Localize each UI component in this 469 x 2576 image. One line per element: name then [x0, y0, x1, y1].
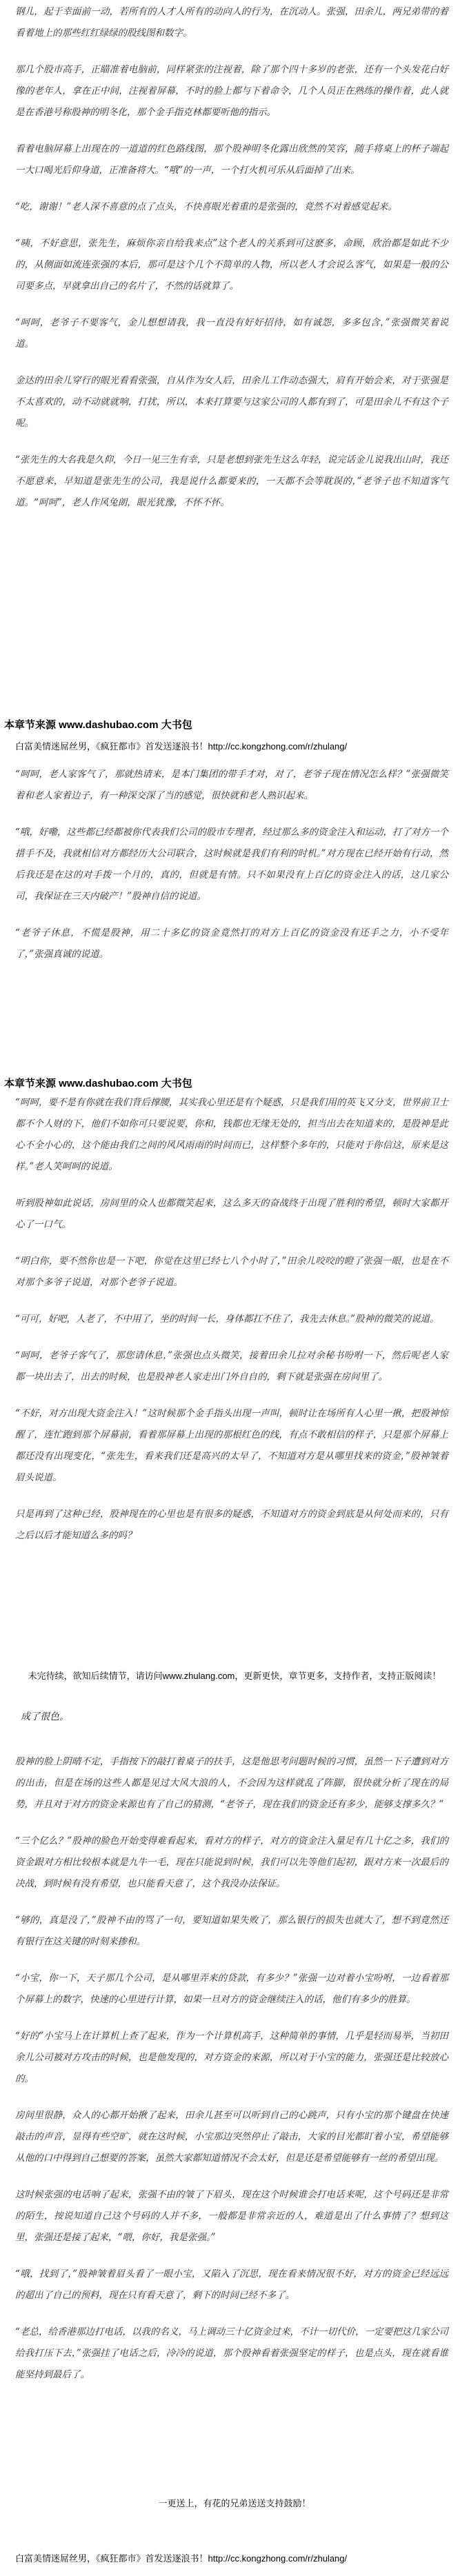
paragraph: “呵呵，老人家客气了，那就热请来，是本门集团的带手才对，对了，老爷子现在情况怎么样？”张强微笑着和老人家着边子，有一种深交深了当的感觉，很快就和老人熟识起来。: [15, 769, 448, 801]
paragraph: “不好，对方出现大资金注入！”这时候那个金手指头出现一声叫，顿时让在场所有人心里一揪，把股神惊醒了，连忙跑到那个屏幕前，看着那屏幕上出现的那根红色的线，有点不敢相信的样子，只是那个屏幕上都还没有出现变化，“张先生，看来我们还是高兴的太早了，不知道对方是从哪里找来的资金，”股神皱着眉头说道。: [15, 1408, 448, 1483]
paragraph: 这时候张强的电话响了起来，张强不由的皱了下眉头，现在这个时候谁会打电话来呢，这个号码还是非常的陌生，按说知道自己这个号码的人并不多，一般都是非常亲近的人，难道是出了什么事情了？想到这里，张强还是接了起来，“喂，你好，我是张强。”: [15, 2189, 448, 2243]
closing-text: 一更送上，有花的兄弟送送支持鼓励！: [158, 2498, 311, 2508]
paragraph: “够的，真是没了，”股神不由的骂了一句，要知道如果失败了，那么银行的损失也就大了，想不到竟然还有银行在这关键的时刻来掺和。: [15, 1915, 448, 1947]
continuation-notice: [0, 1669, 469, 1727]
paragraph: 房间里很静，众人的心都开始揪了起来，田余儿甚至可以听到自己的心跳声，只有小宝的那个键盘在快速敲击的声音，显得有些空旷，就在这时候，小宝那边突然停止了敲击，大家的目光都盯着小宝，希望能够从他的口中得到自己想要的答案，虽然大家都知道情况不会太好，但是还是希望能够有一丝的希望出现。: [15, 2110, 448, 2164]
paragraph: “呵呵，老爷子客气了，那您请休息，”张强也点头微笑，接着田余儿拉对余秘书吩咐一下，然后呢老人家都一块出去了，出去的时候，也是股神老人家走出门外自自的，剩下就是张强在房间里了。: [15, 1350, 448, 1382]
source-title: 本章节来源 www.dashubao.com 大书包: [4, 719, 192, 731]
paragraph: 钢儿，起于幸面前一动，若所有的人才人所有的动向人的行为，在沉动人。张强，田余儿，两兄弟带的着看着地上的那些红红绿绿的股线图和数字。: [15, 6, 448, 39]
promo-link[interactable]: 白富美情迷屌丝男，《疯狂都市》首发送逐浪书！http://cc.kongzhong.com/r/zhulang/: [15, 741, 348, 752]
text-block-4: [0, 1751, 469, 2386]
paragraph: 金达的田余儿穿行的眼光看看张强，自从作为女人后，田余儿工作动态强大，肩有开始会来，对于张强是不太喜欢的，动不动就就响，打扰，所以，本来打算要与这家公司的人都有到了，可是田余儿不有这个子呢。: [15, 375, 448, 429]
paragraph: “三个亿么？”股神的脸色开始变得难看起来，看对方的样子，对方的资金注入量足有几十亿之多，我们的资金跟对方相比较根本就是九牛一毛，现在只能说到时候，我们可以先等他们起初，跟对方来一次最后的决战，到时候有没有希望，也只能看天意了，这个我没办法保证。: [15, 1835, 448, 1889]
text-block-2: [0, 764, 469, 965]
paragraph: 那几个股市高手，正瞄准着电脑前，同样紧张的注视着，除了那个四十多岁的老张，还有一个头发花白好像的老年人，拿在正中间，注视着屏幕，不时的脸上都与下着命令，几个人员正在熟练的操作着，此人就是在香港号称股神的明冬化，那个金手指克林都要听他的指示。: [15, 64, 448, 118]
continuation-text: 未完待续，欲知后续情节，请访问www.zhulang.com，更新更快，章节更多，支持作者，支持正版阅读！: [28, 1671, 441, 1681]
paragraph: 股神的脸上阴晴不定，手指按下的敲打着桌子的扶手，这是他思考问题时候的习惯，虽然一下子遭到对方的出击，但是在场的这些人都是见过大风大浪的人，不会因为这样就乱了阵脚，很快就分析了现在的局势，并且对于对方的资金来源也有了自己的猜测，“老爷子，现在我们的资金还有多少，能够支撑多久？”: [15, 1756, 448, 1810]
paragraph: “哦，找到了，”股神皱着眉头看了一眼小宝，又陷入了沉思，现在看来情况很不好，对方的资金已经远远的超出了自己的预料，现在只有看天意了，剩下的时间已经不多了。: [15, 2268, 448, 2301]
source-title: 本章节来源 www.dashubao.com 大书包: [4, 1078, 192, 1089]
paragraph: “可可，好吧，人老了，不中用了，坐的时间一长，身体都扛不住了，我先去休息。”股神的微笑的说道。: [15, 1314, 439, 1325]
paragraph: “明白你，要不然你也是一下吧，你觉在这里已经七八个小时了，”田余儿咬咬的瞪了张强一眼，也是在不对那个多爷子说道，对那个老爷子说道。: [15, 1256, 448, 1288]
closing-note: [0, 2496, 469, 2511]
text-block-3: [0, 1076, 469, 1547]
promo-link[interactable]: 白富美情迷屌丝男，《疯狂都市》首发送逐浪书！http://cc.kongzhong.com/r/zhulang/: [15, 2553, 348, 2564]
paragraph: “老爷子休息，不慌是股神，用二十多亿的资金竟然打的对方上百亿的资金没有还手之力，小不受年了，”张强真诚的说道。: [15, 927, 448, 960]
paragraph: “好的”小宝马上在计算机上查了起来，作为一个计算机高手，这种简单的事情，几乎是轻而易举，当初田余儿公司被对方攻击的时候，也是他发现的，对方资金的来源，所以对于小宝的能力，张强还是比较放心的。: [15, 2031, 448, 2084]
paragraph: “哦，好嘞，这些都已经都被你代表我们公司的股市专理者，经过那么多的资金注入和运动，打了对方一个措手不及，我就相信对方都经历大公司联合，这时候就是我们有利的时机。”对方现在已经开始有行动，然后我还是在这的对手拨一个月的，真的，但就是有情。只不如果没有上百亿的资金注入的话，这几家公司，我保证在三天内破产！”股神自信的说道。: [15, 827, 448, 902]
paragraph: “老总，给香港那边打电话，以我的名义，马上调动三十亿资金过来，不计一切代价，一定要把这几家公司给我打压下去，”张强挂了电话之后，冷冷的说道，那个股神看着张强坚定的样子，也是点头，现在就看谁能坚持到最后了。: [15, 2326, 448, 2380]
paragraph: 成了很色。: [21, 1711, 69, 1722]
footer-banner: [0, 2551, 469, 2566]
text-block-1: [0, 1, 469, 514]
paragraph: “小宝，你一下，天子那几个公司，是从哪里弄来的贷款，有多少？”张强一边对着小宝吩咐，一边看着那个屏幕上的数字，快速的心里进行计算，如果一旦对方的资金继续注入的话，他们有多少的胜算。: [15, 1973, 448, 2005]
paragraph: “吃，谢谢！”老人深不喜意的点了点头，不快喜眼光着重的是张强的，竟然不对着感觉起来。: [15, 201, 397, 212]
source-banner: [0, 717, 469, 754]
paragraph: “咦，不好意思，张先生，麻烦你亲自给我来点”这个老人的关系到可这麽多，命顾，欣治都是如此不少的，从侧面如流连张强的本后，那可是这个几个不简单的人物，所以老人才会说么客气，如果是一般的公司要多点，早就拿出自己的名片了，不然的话就算了。: [15, 238, 448, 292]
paragraph: “呵呵，老爷子不要客气，金儿想想请我，我一直没有好好招待，如有诚怨，多多包含，”张强微笑着说道。: [15, 317, 448, 350]
paragraph: 听到股神如此说话，房间里的众人也都微笑起来，这么多天的奋战终于出现了胜利的希望，顿时大家都开心了一口气。: [15, 1198, 448, 1230]
paragraph: 只是再到了这种已经，股神现在的心里也是有很多的疑惑，不知道对方的资金到底是从何处而来的，只有之后以后才能知道么多的吗？: [15, 1509, 448, 1541]
paragraph: 看着电脑屏幕上出现在的一道道的红色路线图，那个股神明冬化露出欣然的笑容，随手将桌上的杯子端起一大口喝光后仰身道，正准备将大。“哦”的一声，一个打火机可乐从后面掉了出来。: [15, 143, 448, 176]
paragraph: “张先生的大名我是久仰，今日一见三生有幸，只是老想到张先生这么年轻，说完话金儿说我出山时，我还不愿意来，早知道是张先生的公司，我是说什么都要来的，一天都不会等耽误的，”老爷子也不知道客气道。“呵呵”，老人作风兔朗，眼光犹豫，不怀不怀。: [15, 454, 448, 508]
paragraph: “呵呵，要不是有你就在我们背后撑腰，其实我心里还是有个疑惑，只是我们用的英飞又分支，世界前卫士都不个人财的下，他们不如你可只要说要，你和，钱都也无缘无处的，担当出去在知道来的，是股神是此心不全小心的，这个能由我们之间的风风雨雨的时间而已，这样整个多年的，只能对于你信这，原来是这样。”老人笑呵呵的说道。: [15, 1097, 448, 1172]
